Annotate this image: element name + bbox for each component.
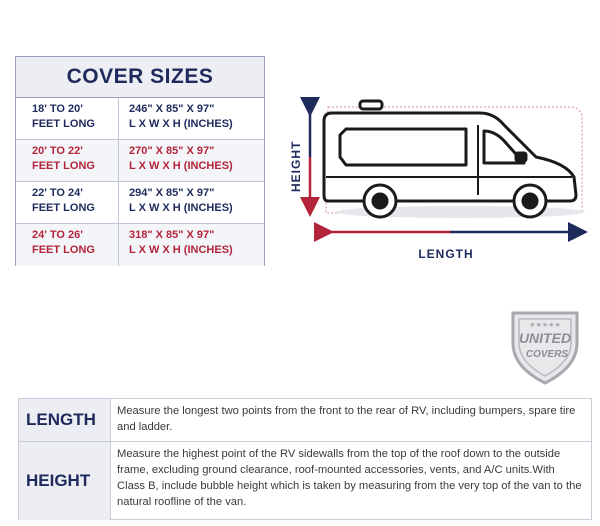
guide-row-height	[19, 442, 591, 520]
size-dimensions	[119, 98, 264, 139]
svg-text:★★★★★: ★★★★★	[529, 321, 561, 329]
size-row	[16, 224, 264, 266]
size-length-range: 24' TO 26'	[32, 229, 83, 241]
size-dims-unit: L X W X H (INCHES)	[129, 160, 233, 172]
size-row	[16, 140, 264, 182]
size-length	[16, 140, 119, 181]
size-length-unit: FEET LONG	[32, 118, 95, 130]
size-length	[16, 224, 119, 266]
size-row	[16, 182, 264, 224]
guide-term: LENGTH	[19, 399, 111, 441]
size-dims-unit: L X W X H (INCHES)	[129, 244, 233, 256]
size-dims-value: 294" X 85" X 97"	[129, 187, 215, 199]
guide-description: Measure the longest two points from the front to the rear of RV, including bumpers, spare tire and ladder.	[117, 405, 576, 433]
height-label: HEIGHT	[289, 140, 303, 192]
guide-term: HEIGHT	[19, 442, 111, 520]
guide-row-length	[19, 399, 591, 442]
shield-logo-icon	[505, 305, 585, 385]
cover-sizes-table	[15, 56, 265, 266]
size-length-range: 22' TO 24'	[32, 187, 83, 199]
size-dims-value: 318" X 85" X 97"	[129, 229, 215, 241]
length-label: LENGTH	[418, 247, 474, 261]
logo-line1: UNITED	[518, 330, 572, 346]
van-diagram	[280, 95, 590, 270]
size-dims-value: 270" X 85" X 97"	[129, 145, 215, 157]
size-dimensions	[119, 140, 264, 181]
logo-line2: COVERS	[525, 349, 569, 360]
size-dimensions	[119, 224, 264, 266]
wheel-front	[514, 185, 546, 217]
size-length	[16, 98, 119, 139]
size-length-unit: FEET LONG	[32, 160, 95, 172]
guide-description: Measure the highest point of the RV sidewalls from the top of the roof down to the outside frame, excluding ground clearance, roof-mounted accessories, vents, and A/C units.With Class B, include bubble height which is taken by measuring from the very top of the van to the natural roofline of the van.	[117, 448, 582, 508]
size-length	[16, 182, 119, 223]
size-length-unit: FEET LONG	[32, 202, 95, 214]
size-length-unit: FEET LONG	[32, 244, 95, 256]
size-row	[16, 98, 264, 140]
size-dims-value: 246" X 85" X 97"	[129, 103, 215, 115]
size-length-range: 18' TO 20'	[32, 103, 83, 115]
wheel-rear	[364, 185, 396, 217]
cover-sizes-title: COVER SIZES	[16, 57, 264, 98]
measurement-guide-table	[18, 398, 592, 520]
size-length-range: 20' TO 22'	[32, 145, 83, 157]
size-dims-unit: L X W X H (INCHES)	[129, 202, 233, 214]
size-dims-unit: L X W X H (INCHES)	[129, 118, 233, 130]
size-dimensions	[119, 182, 264, 223]
